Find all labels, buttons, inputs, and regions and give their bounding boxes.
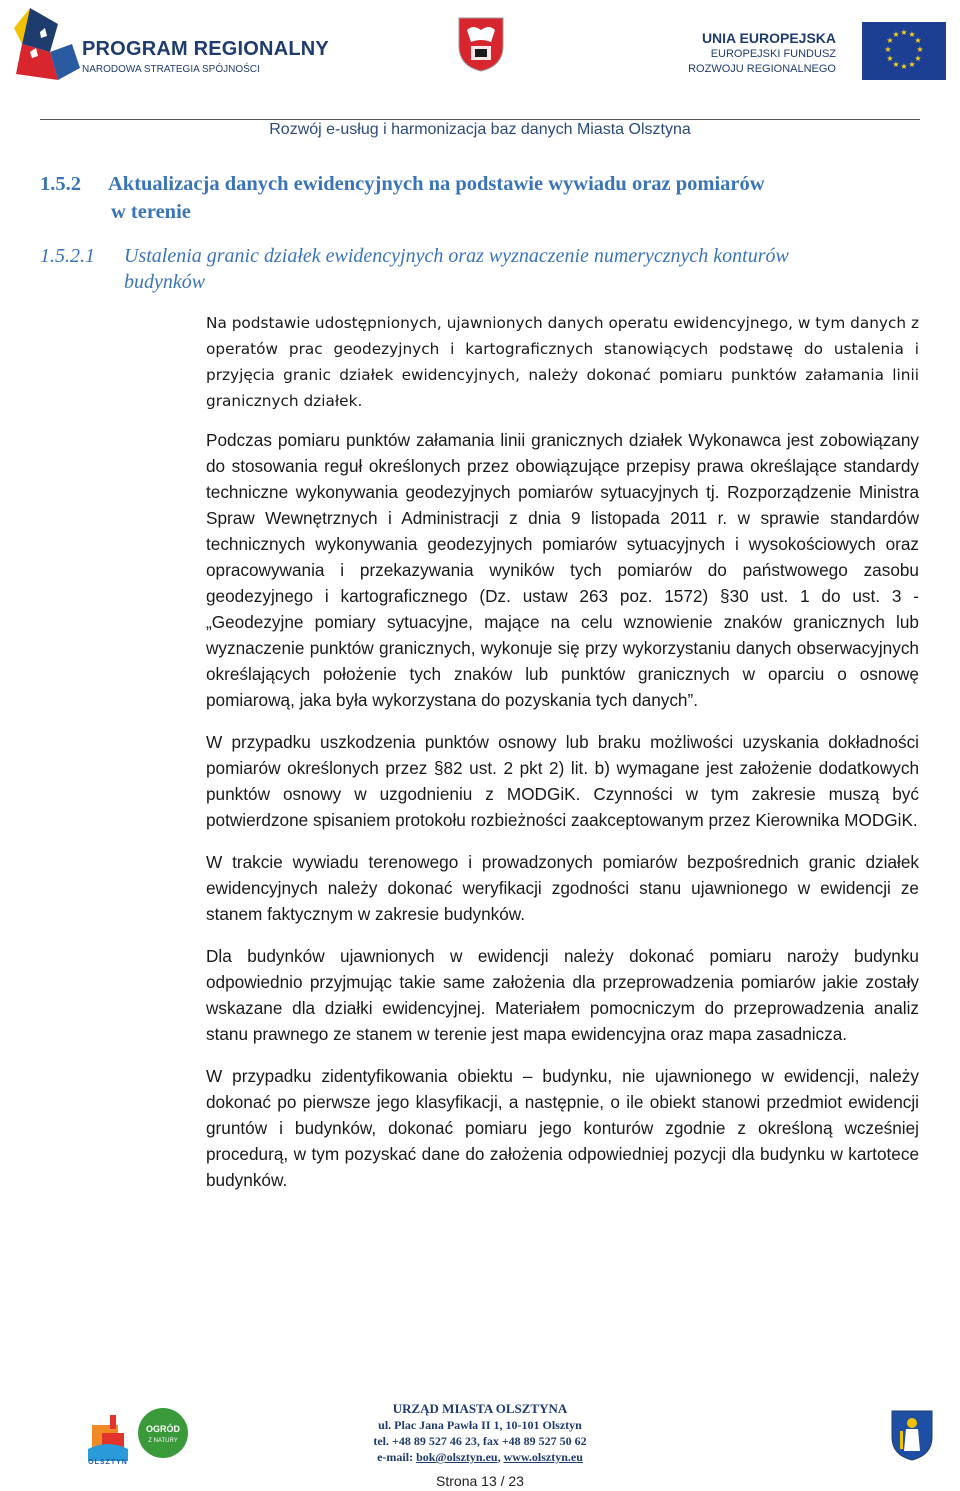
program-regionalny-title: PROGRAM REGIONALNY: [82, 38, 329, 60]
svg-text:★: ★: [900, 62, 908, 71]
section-title-line2: w terenie: [111, 201, 191, 223]
svg-text:★: ★: [884, 45, 892, 54]
subsection-title-line1: Ustalenia granic działek ewidencyjnych oraz wyznaczenie numerycznych konturów: [124, 245, 789, 267]
paragraph-6: W przypadku zidentyfikowania obiektu – budynku, nie ujawnionego w ewidencji, należy dokonać po pierwsze jego klasyfikacji, a następnie, o ile obiekt stanowi przedmiot ewidencji gruntów i budynków, dokonać pomiaru jego konturów zgodnie z określoną wcześniej procedurą, w tym pozyskać dane do założenia odpowiedniej pozycji dla budynku w kartotece budynków.: [206, 1066, 919, 1190]
office-contact: [300, 1401, 660, 1465]
svg-text:★: ★: [916, 45, 924, 54]
svg-text:★: ★: [892, 30, 900, 39]
website-link[interactable]: www.olsztyn.eu: [503, 1450, 583, 1464]
page-number: Strona 13 / 23: [436, 1473, 524, 1489]
office-phone-fax: tel. +48 89 527 46 23, fax +48 89 527 50 62: [373, 1434, 587, 1448]
office-address: ul. Plac Jana Pawła II 1, 10-101 Olsztyn: [378, 1418, 582, 1432]
office-name: URZĄD MIASTA OLSZTYNA: [392, 1401, 568, 1416]
svg-text:★: ★: [908, 30, 916, 39]
svg-text:★: ★: [886, 36, 894, 45]
eu-subtitle-line2: ROZWOJU REGIONALNEGO: [688, 63, 836, 75]
subsection-title-line2: budynków: [124, 271, 206, 293]
page-footer: [0, 1395, 960, 1491]
ogrod-z-natury-logo-icon: [137, 1407, 189, 1459]
program-regionalny-mark-icon: [10, 8, 80, 88]
paragraph-1: Na podstawie udostępnionych, ujawnionych danych operatu ewidencyjnego, w tym danych z operatów prac geodezyjnych i kartograficznych stanowiących podstawę do ustalenia i przyjęcia granic działek ewidencyjnych, należy dokonać pomiaru punktów załamania linii granicznych działek.: [206, 314, 919, 410]
document-body: [206, 310, 919, 1209]
email-label: e-mail:: [377, 1450, 417, 1464]
section-heading: [40, 170, 920, 226]
svg-text:★: ★: [892, 60, 900, 69]
header-divider: [40, 119, 920, 120]
project-title: Rozwój e-usług i harmonizacja baz danych Miasta Olsztyna: [269, 121, 691, 138]
contact-separator: ,: [497, 1450, 504, 1464]
svg-text:★: ★: [908, 60, 916, 69]
section-number: 1.5.2: [40, 173, 81, 195]
eu-title: UNIA EUROPEJSKA: [701, 30, 836, 46]
program-regionalny-logo: [10, 8, 330, 88]
ogrod-label-1: OGRÓD: [145, 1424, 181, 1434]
paragraph-3: W przypadku uszkodzenia punktów osnowy lub braku możliwości uzyskania dokładności pomiarów określonych przez §82 ust. 2 pkt 2) lit. b) wymagane jest założenie dodatkowych punktów osnowy w uzgodnieniu z MODGiK. Czynności w tym zakresie muszą być potwierdzone spisaniem protokołu rozbieżności zaakceptowanym przez Kierownika MODGiK.: [206, 732, 919, 830]
svg-text:★: ★: [886, 54, 894, 63]
warmia-mazury-coat-of-arms-icon: [457, 16, 505, 72]
paragraph-4: W trakcie wywiadu terenowego i prowadzonych pomiarów bezpośrednich granic działek ewidencyjnych należy dokonać weryfikacji zgodności stanu ujawnionego w ewidencji ze stanem faktycznym w zakresie budynków.: [206, 852, 919, 924]
subsection-number: 1.5.2.1: [40, 245, 95, 267]
svg-text:★: ★: [900, 28, 908, 37]
eu-fund-logo: [688, 18, 950, 88]
paragraph-5: Dla budynków ujawnionych w ewidencji należy dokonać pomiaru naroży budynku odpowiednio przyjmując takie same założenia dla przeprowadzenia pomiarów jakie zostały wskazane dla działki ewidencyjnej. Materiałem pomocniczym do przeprowadzenia analiz stanu prawnego ze stanem w terenie jest mapa ewidencyjna oraz mapa zasadnicza.: [206, 946, 919, 1044]
svg-text:★: ★: [914, 36, 922, 45]
program-regionalny-subtitle: NARODOWA STRATEGIA SPÓJNOŚCI: [82, 64, 260, 75]
olsztyn-city-logo-icon: [84, 1409, 132, 1465]
eu-subtitle-line1: EUROPEJSKI FUNDUSZ: [710, 48, 836, 60]
office-web-contact: [300, 1449, 660, 1465]
email-link[interactable]: bok@olsztyn.eu: [416, 1450, 498, 1464]
svg-text:★: ★: [914, 54, 922, 63]
ogrod-label-2: Z NATURY: [148, 1438, 178, 1444]
eu-flag-icon: [862, 22, 946, 80]
paragraph-2: Podczas pomiaru punktów załamania linii granicznych działek Wykonawca jest zobowiązany do stosowania reguł określonych przez obowiązujące przepisy prawa określające standardy techniczne wykonywania geodezyjnych pomiarów sytuacyjnych tj. Rozporządzenie Ministra Spraw Wewnętrznych i Administracji z dnia 9 listopada 2011 r. w sprawie standardów technicznych wykonywania geodezyjnych pomiarów sytuacyjnych i wysokościowych oraz opracowywania i przekazywania wyników tych pomiarów do państwowego zasobu geodezyjnego i kartograficznego (Dz. ustaw 263 poz. 1572) §30 ust. 1 do ust. 3 - „Geodezyjne pomiary sytuacyjne, mające na celu wznowienie znaków granicznych lub wyznaczenie punktów granicznych, wykonuje się przy wykorzystaniu danych obserwacyjnych określających położenie tych znaków lub punktów granicznych w oparciu o osnowę pomiarową, jaka była wykorzystana do pozyskania tych danych”.: [206, 430, 919, 710]
page-header: [0, 0, 960, 138]
subsection-heading: [40, 243, 920, 295]
olsztyn-label: OLSZTYN: [88, 1459, 128, 1466]
section-title-line1: Aktualizacja danych ewidencyjnych na podstawie wywiadu oraz pomiarów: [108, 173, 765, 195]
olsztyn-coat-of-arms-icon: [890, 1409, 934, 1461]
